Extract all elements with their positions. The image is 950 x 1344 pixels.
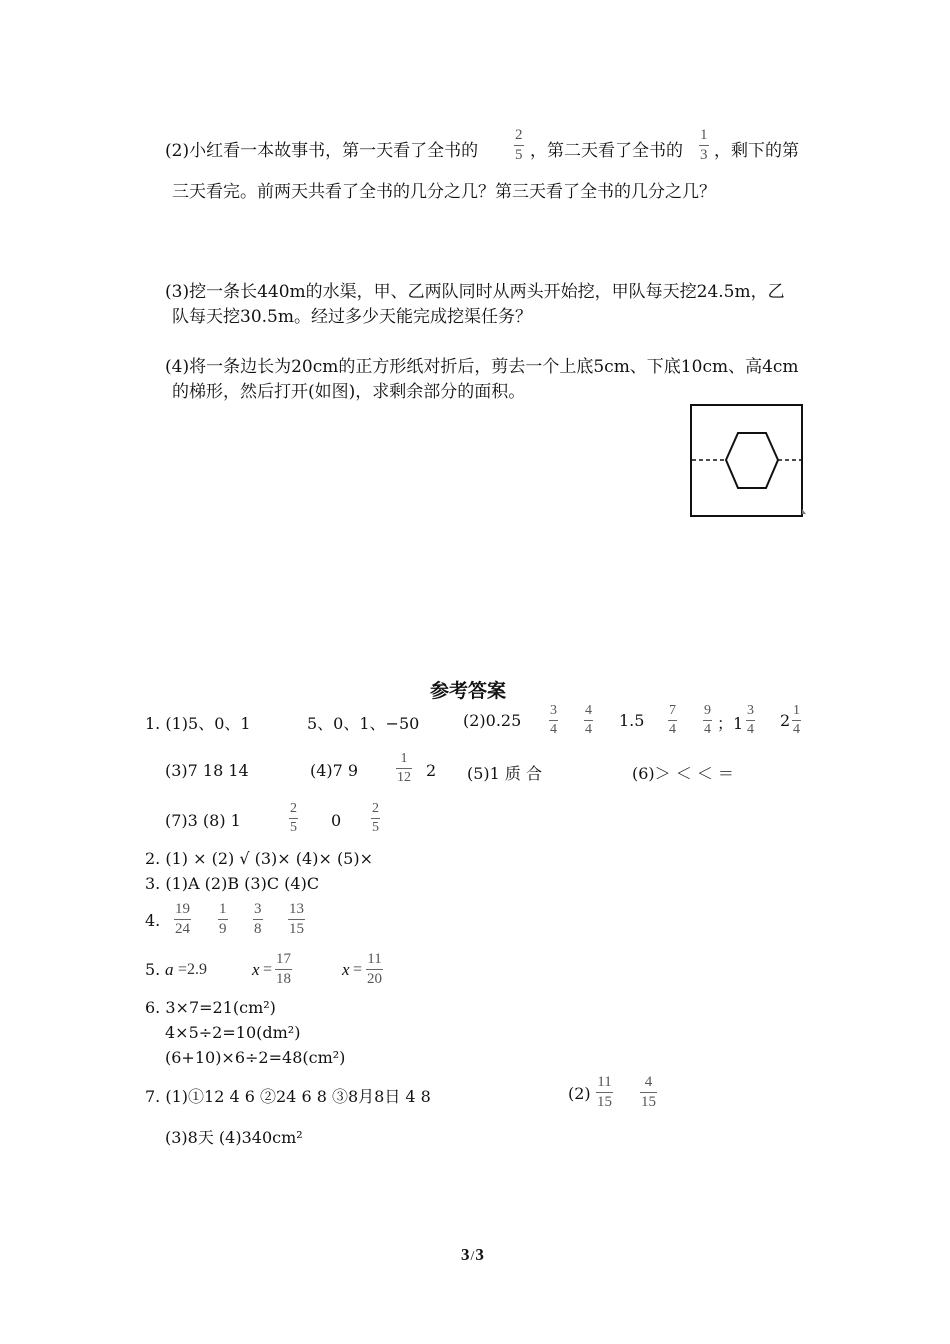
answer-1-frac-3-4b: $\frac{3}{4}$ [747, 703, 754, 737]
answer-5-label: 5. [145, 960, 161, 979]
answers-title: 参考答案 [430, 680, 507, 702]
answer-1-frac-2-5: $\frac{2}{5}$ [290, 801, 297, 835]
problem-2-line-1-mid: ，第二天看了全书的 [530, 141, 683, 161]
answer-1-part-7-8: (7)3 (8) 1 [165, 811, 241, 830]
problem-4-line-2: 的梯形，然后打开(如图)，求剩余部分的面积。 [172, 382, 526, 402]
problem-4-line-1: (4)将一条边长为20cm的正方形纸对折后，剪去一个上底5cm、下底10cm、高4cm [165, 357, 799, 377]
page-separator: / [470, 1249, 475, 1264]
problem-2-line-2: 三天看完。前两天共看了全书的几分之几？第三天看了全书的几分之几？ [172, 182, 716, 202]
answer-1-part-6: (6)＞ ＜ ＜ ＝ [632, 764, 734, 783]
answer-5-var-x2: x [342, 960, 350, 979]
page-total: 3 [475, 1245, 484, 1264]
answer-5-eq-2: = [353, 961, 363, 978]
answer-7-frac-11-15: $\frac{11}{15}$ [597, 1074, 612, 1110]
answer-1-mixed-2: 2 [780, 711, 791, 730]
answer-4-frac-13-15: $\frac{13}{15}$ [289, 901, 304, 937]
answer-5-a-value: =2.9 [178, 961, 208, 978]
answer-7-line-2: (3)8天 (4)340cm² [165, 1128, 303, 1147]
answer-2: 2. (1) × (2) √ (3)× (4)× (5)× [145, 849, 374, 868]
answer-3: 3. (1)A (2)B (3)C (4)C [145, 874, 320, 893]
answer-1-frac-4-4: $\frac{4}{4}$ [585, 703, 592, 737]
answer-5-var-a: a [165, 960, 174, 979]
answer-5-eq-1: = [263, 961, 273, 978]
answer-1-part-4: (4)7 9 [310, 761, 359, 780]
answer-5-frac-11-20: $\frac{11}{20}$ [367, 951, 382, 987]
answer-1-part-1: 1. (1)5、0、1 [145, 714, 251, 733]
answer-1-part-3: (3)7 18 14 [165, 761, 249, 780]
answer-5-var-x1: x [252, 960, 260, 979]
answer-1-part-2: (2)0.25 [463, 711, 522, 730]
answer-5-frac-17-18: $\frac{17}{18}$ [276, 951, 291, 987]
answer-1-zero: 0 [331, 811, 342, 830]
answer-6-line-3: (6+10)×6÷2=48(cm²) [165, 1048, 346, 1067]
page-current: 3 [461, 1245, 470, 1264]
corner-mark [802, 509, 806, 514]
square-paper-figure [688, 402, 810, 520]
answer-7-frac-4-15: $\frac{4}{15}$ [641, 1074, 656, 1110]
fraction-two-fifths: $\frac{2}{5}$ [515, 127, 523, 163]
answer-1-frac-7-4: $\frac{7}{4}$ [669, 703, 676, 737]
answer-6-line-2: 4×5÷2=10(dm²) [165, 1023, 301, 1042]
answer-1-frac-3-4: $\frac{3}{4}$ [550, 703, 557, 737]
answer-1-frac-1-4: $\frac{1}{4}$ [793, 703, 800, 737]
problem-3-line-1: (3)挖一条长440m的水渠，甲、乙两队同时从两头开始挖，甲队每天挖24.5m，乙 [165, 282, 785, 302]
answer-1-part-4b: 2 [426, 761, 437, 780]
problem-3-line-2: 队每天挖30.5m。经过多少天能完成挖渠任务？ [172, 307, 532, 327]
answer-4-frac-19-24: $\frac{19}{24}$ [175, 901, 190, 937]
answer-1-mixed-1: ；1 [717, 714, 744, 733]
problem-2-line-1: (2)小红看一本故事书，第一天看了全书的 [165, 141, 479, 161]
answer-7-part-2: (2) [568, 1084, 591, 1103]
answer-1-frac-9-4: $\frac{9}{4}$ [704, 703, 711, 737]
hexagon-cutout [726, 433, 778, 488]
answer-4-frac-1-9: $\frac{1}{9}$ [219, 901, 227, 937]
problem-2-line-1-end: ，剩下的第 [714, 141, 799, 161]
page-number [461, 1245, 484, 1265]
answer-4-frac-3-8: $\frac{3}{8}$ [254, 901, 262, 937]
answer-1-part-1b: 5、0、1、−50 [307, 714, 420, 733]
answer-1-decimal: 1.5 [619, 711, 645, 730]
fraction-one-third: $\frac{1}{3}$ [700, 127, 708, 163]
answer-4-label: 4. [145, 911, 161, 930]
answer-1-frac-2-5b: $\frac{2}{5}$ [372, 801, 379, 835]
answer-1-frac-1-12: $\frac{1}{12}$ [397, 751, 411, 785]
answer-1-part-5: (5)1 质 合 [467, 764, 543, 783]
answer-6-line-1: 6. 3×7=21(cm²) [145, 998, 276, 1017]
answer-7-line-1: 7. (1)①12 4 6 ②24 6 8 ③8月8日 4 8 [145, 1087, 431, 1106]
